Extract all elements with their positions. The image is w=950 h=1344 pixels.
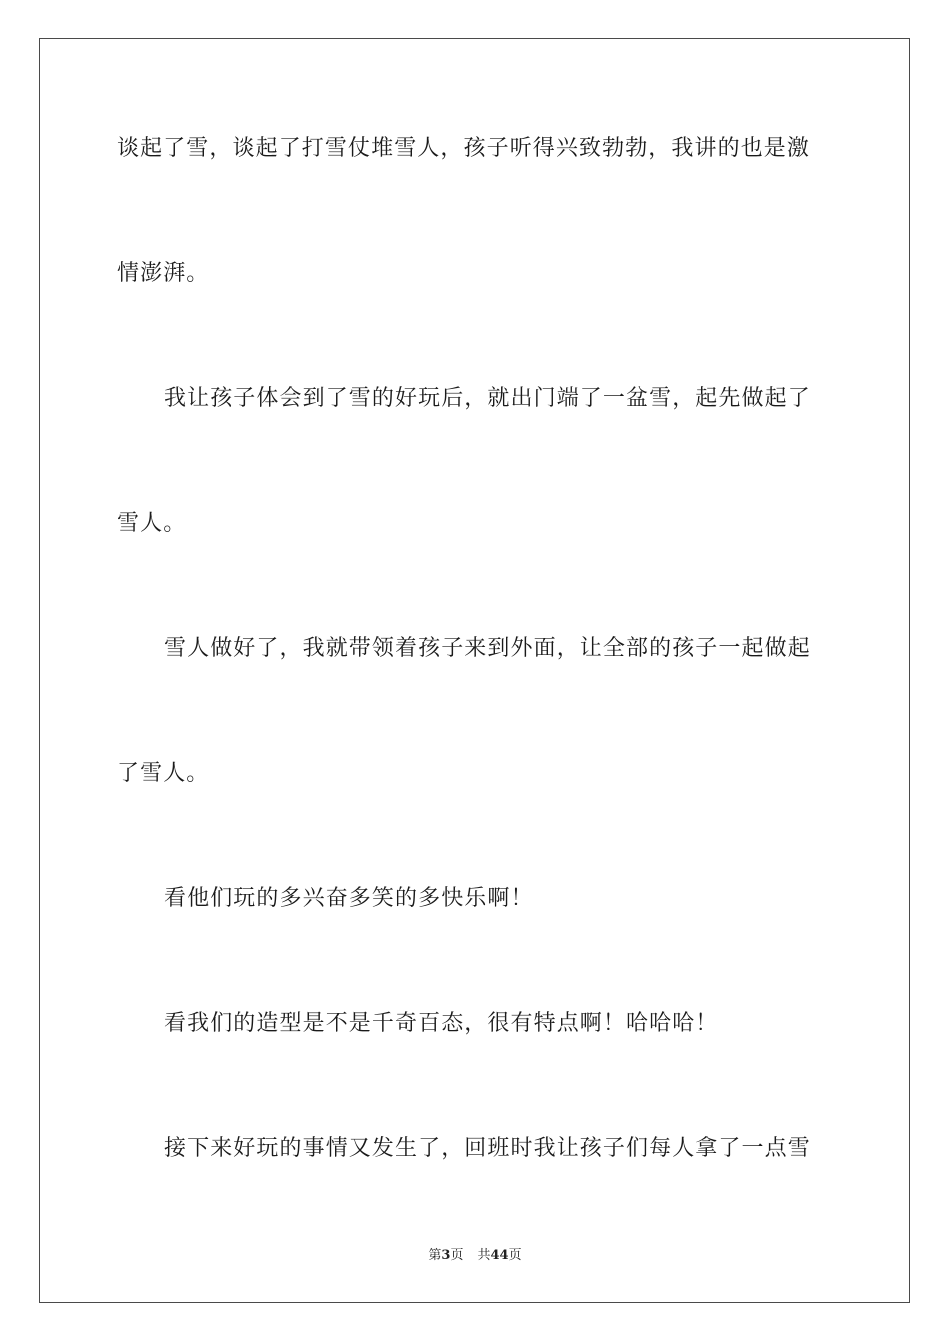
paragraph-line: 接下来好玩的事情又发生了，回班时我让孩子们每人拿了一点雪 [164,1136,811,1161]
paragraph-line: 看他们玩的多兴奋多笑的多快乐啊！ [164,886,534,911]
paragraph-line: 雪人做好了，我就带领着孩子来到外面，让全部的孩子一起做起 [164,636,811,661]
page-frame [39,38,910,1303]
paragraph-line: 谈起了雪，谈起了打雪仗堆雪人，孩子听得兴致勃勃，我讲的也是激 [117,136,811,161]
paragraph-line: 雪人。 [117,511,187,536]
paragraph-line: 了雪人。 [117,761,210,786]
paragraph-line: 我让孩子体会到了雪的好玩后，就出门端了一盆雪，起先做起了 [164,386,811,411]
paragraph-line: 情澎湃。 [117,261,210,286]
footer-total-pages: 44 [490,1248,509,1263]
paragraph-line: 看我们的造型是不是千奇百态，很有特点啊！哈哈哈！ [164,1011,719,1036]
footer-current-page: 3 [441,1248,451,1263]
page-footer [0,1246,950,1266]
footer-total-prefix: 共 [477,1248,491,1263]
footer-total-suffix: 页 [508,1248,522,1263]
footer-page-prefix: 第 [428,1248,442,1263]
footer-page-suffix: 页 [450,1248,464,1263]
